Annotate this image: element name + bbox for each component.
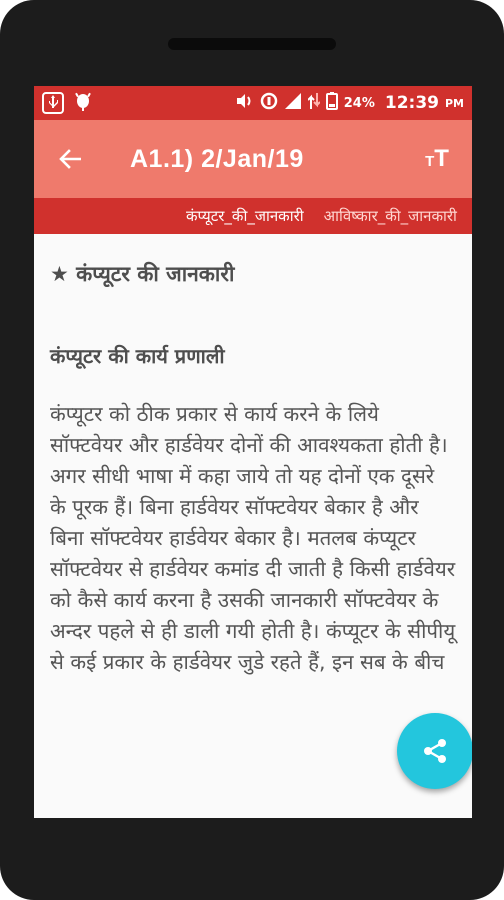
clock-ampm: PM <box>444 96 464 110</box>
clock-time: 12:39 <box>384 93 439 113</box>
volume-icon <box>236 93 254 113</box>
arrow-back-icon <box>59 148 81 170</box>
phone-speaker <box>168 38 336 50</box>
data-transfer-icon <box>308 92 320 114</box>
tab-computer-info[interactable]: कंप्यूटर_की_जानकारी <box>186 207 304 225</box>
battery-percentage: 24% <box>343 95 375 111</box>
signal-icon <box>284 93 302 113</box>
share-icon <box>421 737 449 765</box>
app-toolbar <box>34 120 472 198</box>
article-heading: ★ कंप्यूटर की जानकारी <box>50 262 235 286</box>
article-paragraph: कंप्यूटर को ठीक प्रकार से कार्य करने के लिये सॉफ्टवेयर और हार्डवेयर दोनों की आवश्यकता होती है। अगर सीधी भाषा में कहा जाये तो यह दोनों एक दूसरे के पूरक हैं। बिना हार्डवेयर सॉफ्टवेयर बेकार है और बिना सॉफ्टवेयर हार्डवेयर बेकार है। मतलब कंप्यूटर सॉफ्टवेयर से हार्डवेयर कमांड दी जाती है किसी हार्डवेयर को कैसे कार्य करना है उसकी जानकारी सॉफ्टवेयर के अन्दर पहले से ही डाली गयी होती है। कंप्यूटर के सीपीयू से कई प्रकार के हार्डवेयर जुडे रहते हैं, इन सब के बीच <box>50 402 456 674</box>
font-size-button[interactable] <box>402 120 472 198</box>
text-size-icon: TT <box>425 145 449 172</box>
tab-invention-info[interactable]: आविष्कार_की_जानकारी <box>323 207 457 225</box>
android-debug-icon <box>74 92 92 115</box>
share-button[interactable] <box>397 713 472 789</box>
status-bar <box>34 86 472 120</box>
article-subheading: कंप्यूटर की कार्य प्रणाली <box>50 344 225 368</box>
back-button[interactable] <box>34 120 106 198</box>
battery-icon <box>326 92 338 114</box>
data-saver-icon <box>260 92 278 114</box>
usb-icon <box>42 92 64 114</box>
page-title: A1.1) 2/Jan/19 <box>130 144 304 173</box>
category-tabs <box>34 198 472 234</box>
app-screen <box>34 86 472 818</box>
